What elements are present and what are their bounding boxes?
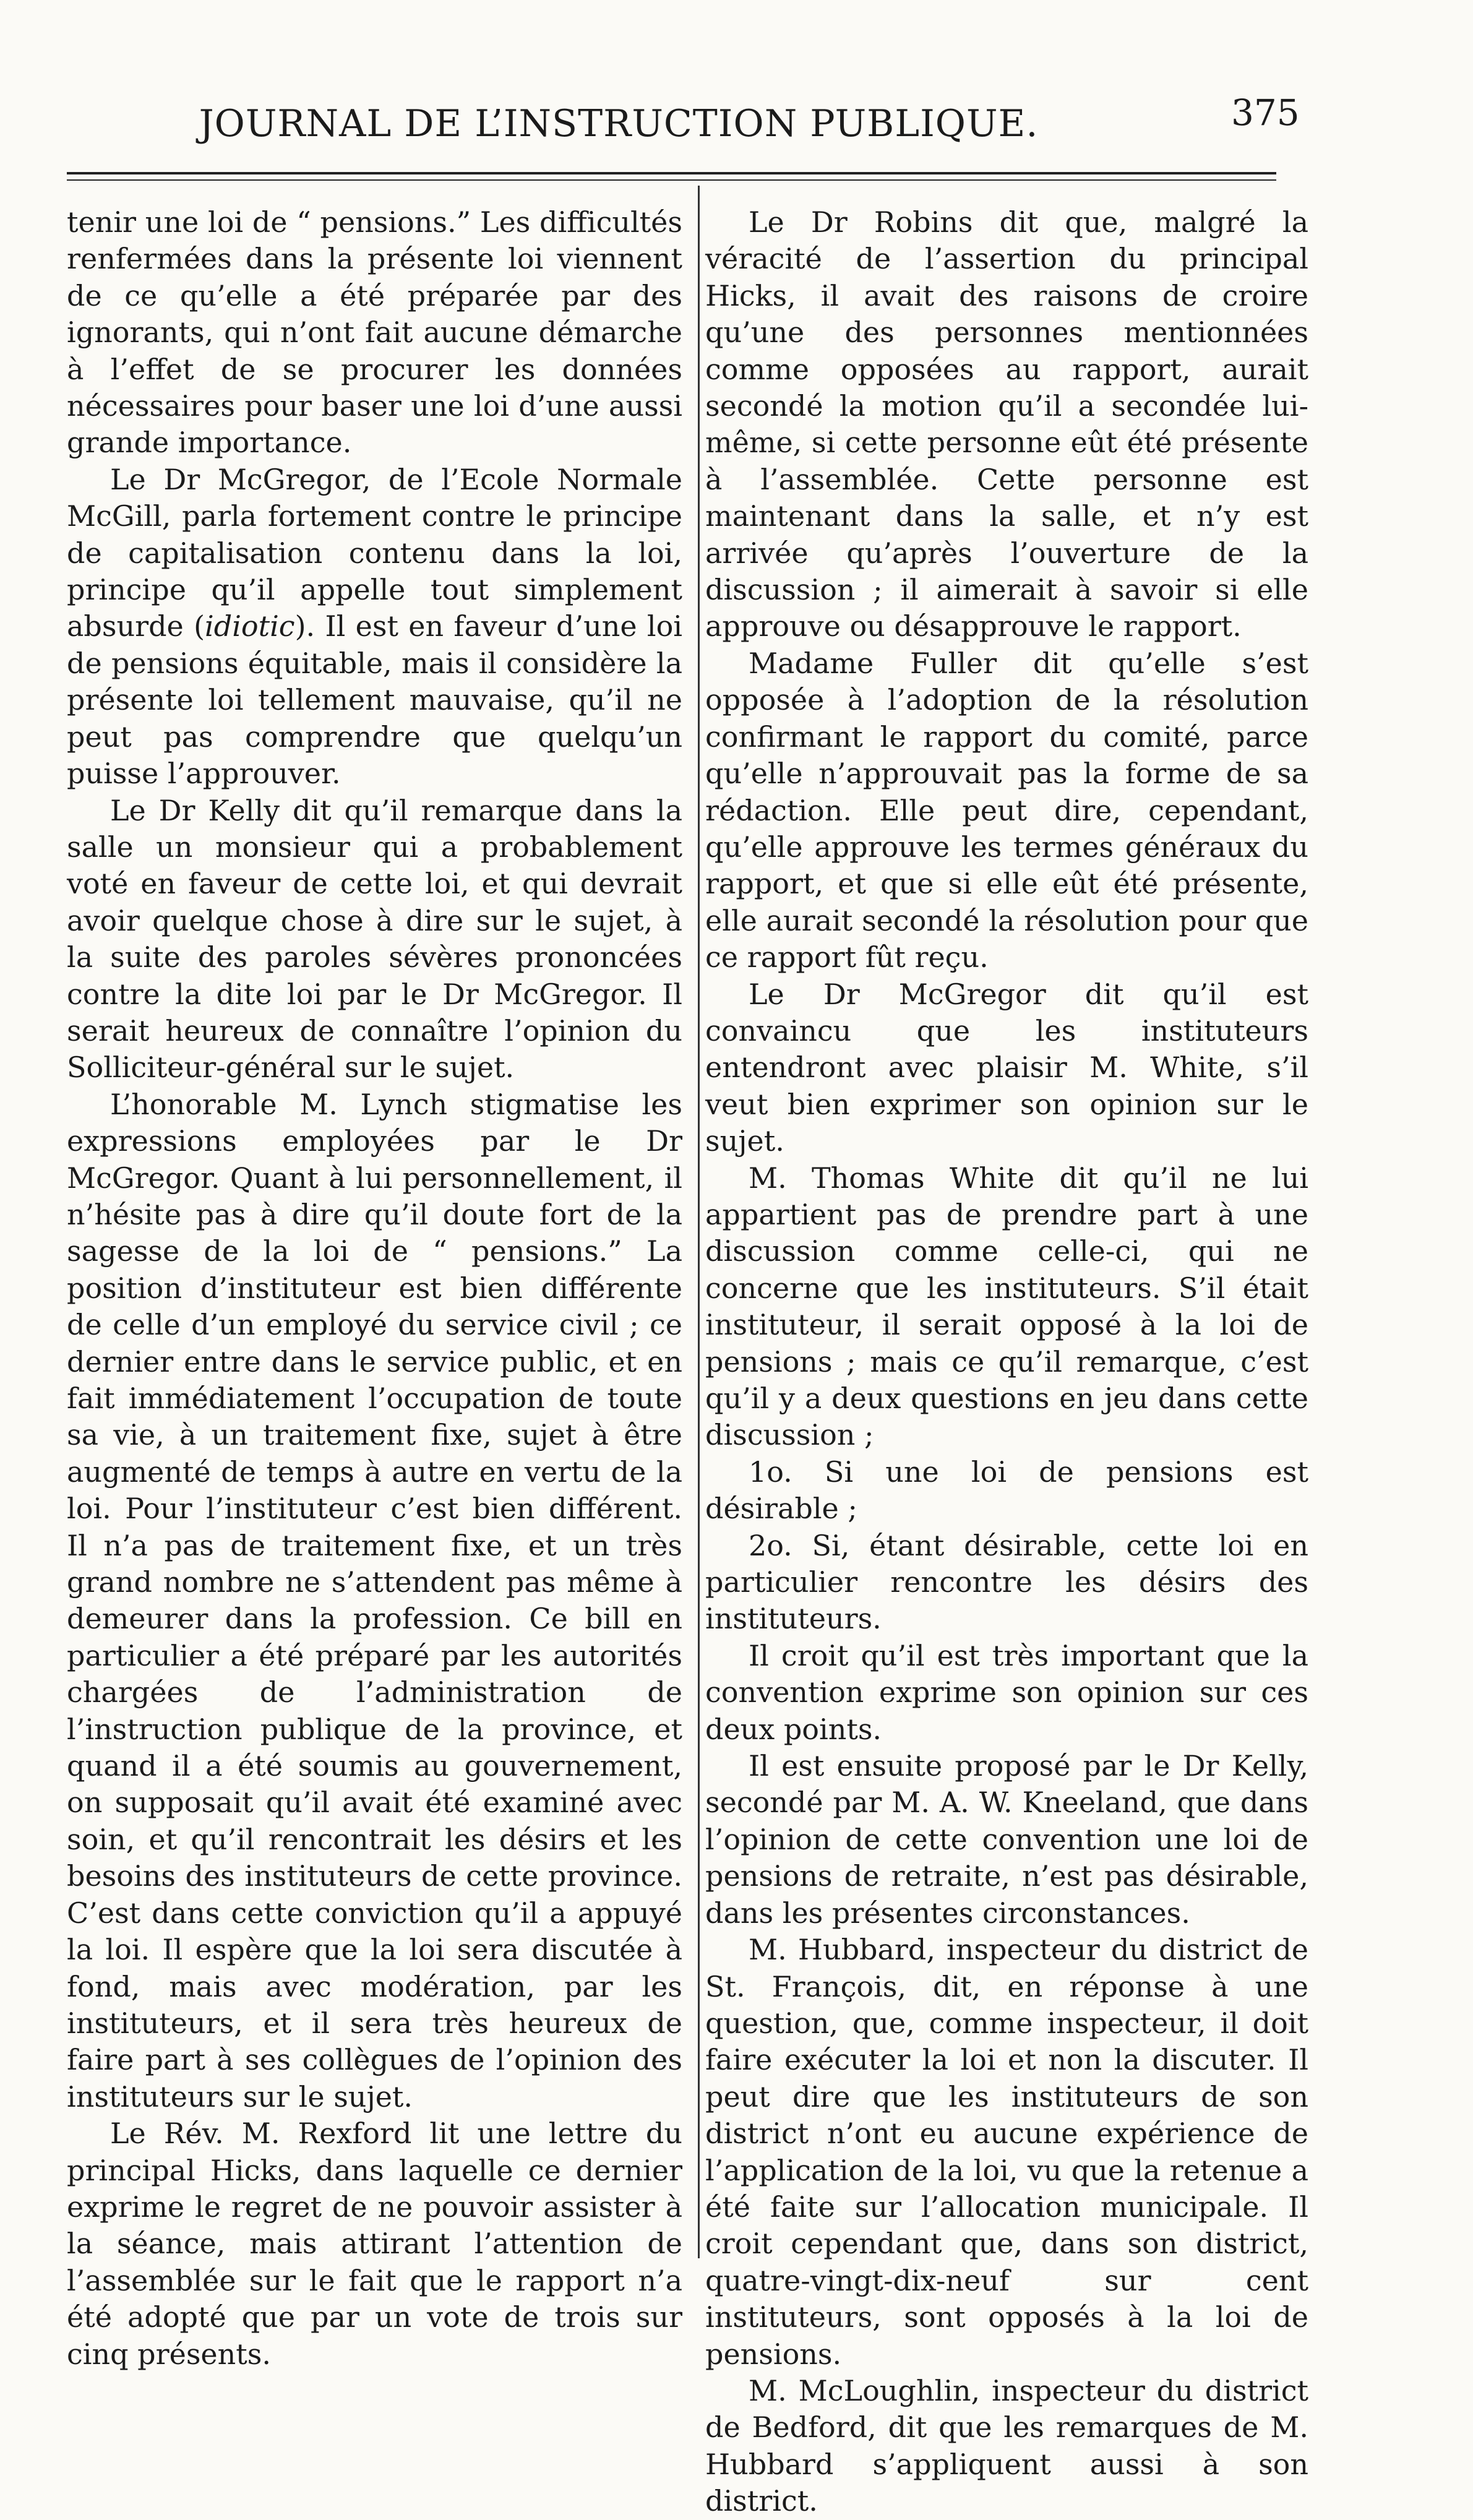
paragraph: L’honorable M. Lynch stigmatise les expressions employées par le Dr McGregor. Quant à lui personnellement, il n’hésite pas à dire qu’il doute fort de la sagesse de la loi de “ pensions.” La position d’instituteur est bien différente de celle d’un employé du service civil ; ce dernier entre dans le service public, et en fait immédiatement l’occupation de toute sa vie, à un traitement fixe, sujet à être augmenté de temps à autre en vertu de la loi. Pour l’instituteur c’est bien différent. Il n’a pas de traitement fixe, et un très grand nombre ne s’attendent pas même à demeurer dans la profession. Ce bill en particulier a été préparé par les autorités chargées de l’administration de l’instruction publique de la province, et quand il a été soumis au gouvernement, on supposait qu’il avait été examiné avec soin, et qu’il rencontrait les désirs et les besoins des instituteurs de cette province. C’est dans cette conviction qu’il a appuyé la loi. Il espère que la loi sera discutée à fond, mais avec modération, par les instituteurs, et il sera très heureux de faire part à ses collègues de l’opinion des instituteurs sur le sujet.	[67, 1087, 682, 2114]
paragraph: Le Dr Kelly dit qu’il remarque dans la salle un monsieur qui a probablement voté en faveur de cette loi, et qui devrait avoir quelque chose à dire sur le sujet, à la suite des paroles sévères prononcées contre la dite loi par le Dr McGregor. Il serait heureux de connaître l’opinion du Solliciteur-général sur le sujet.	[67, 793, 682, 1085]
paragraph: Le Rév. M. Rexford lit une lettre du principal Hicks, dans laquelle ce dernier exprime le regret de ne pouvoir assister à la séance, mais attirant l’attention de l’assemblée sur le fait que le rapport n’a été adopté que par un vote de trois sur cinq présents.	[67, 2117, 682, 2371]
paragraph: Le Dr Robins dit que, malgré la véracité de l’assertion du principal Hicks, il avait des raisons de croire qu’une des personnes mentionnées comme opposées au rapport, aurait secondé la motion qu’il a secondée lui-même, si cette personne eût été présente à l’assemblée. Cette personne est maintenant dans la salle, et n’y est arrivée qu’après l’ouverture de la discussion ; il aimerait à savoir si elle approuve ou désapprouve le rapport.	[705, 205, 1308, 643]
paragraph: Madame Fuller dit qu’elle s’est opposée à l’adoption de la résolution confirmant le rapport du comité, parce qu’elle n’approuvait pas la forme de sa rédaction. Elle peut dire, cependant, qu’elle approuve les termes généraux du rapport, et que si elle eût été présente, elle aurait secondé la résolution pour que ce rapport fût reçu.	[705, 646, 1308, 974]
left-column	[67, 204, 682, 2373]
paragraph: Il croit qu’il est très important que la convention exprime son opinion sur ces deux points.	[705, 1638, 1308, 1746]
paragraph: M. Hubbard, inspecteur du district de St. François, dit, en réponse à une question, que, comme inspecteur, il doit faire exécuter la loi et non la discuter. Il peut dire que les instituteurs de son district n’ont eu aucune expérience de l’application de la loi, vu que la retenue a été faite sur l’allocation municipale. Il croit cependant que, dans son district, quatre-vingt-dix-neuf sur cent instituteurs, sont opposés à la loi de pensions.	[705, 1933, 1308, 2371]
paragraph: M. Thomas White dit qu’il ne lui appartient pas de prendre part à une discussion comme celle-ci, qui ne concerne que les instituteurs. S’il était instituteur, il serait opposé à la loi de pensions ; mais ce qu’il remarque, c’est qu’il y a deux questions en jeu dans cette discussion ;	[705, 1161, 1308, 1452]
right-column	[705, 204, 1308, 2520]
italic-word: idiotic	[205, 609, 295, 643]
paragraph: M. McLoughlin, inspecteur du district de Bedford, dit que les remarques de M. Hubbard s’appliquent aussi à son district.	[705, 2373, 1308, 2518]
header-rule-thick	[67, 172, 1276, 174]
paragraph: 2o. Si, étant désirable, cette loi en particulier rencontre les désirs des instituteurs.	[705, 1528, 1308, 1636]
paragraph: tenir une loi de “ pensions.” Les difficultés renfermées dans la présente loi viennent de ce qu’elle a été préparée par des ignorants, qui n’ont fait aucune démarche à l’effet de se procurer les données nécessaires pour baser une loi d’une aussi grande importance.	[67, 205, 682, 460]
journal-title: JOURNAL DE L’INSTRUCTION PUBLIQUE.	[199, 102, 1039, 145]
paragraph: Le Dr McGregor dit qu’il est convaincu que les instituteurs entendront avec plaisir M. White, s’il veut bien exprimer son opinion sur le sujet.	[705, 977, 1308, 1158]
paragraph: Le Dr McGregor, de l’Ecole Normale McGill, parla fortement contre le principe de capitalisation contenu dans la loi, principe qu’il appelle tout simplement absurde (idiotic). Il est en faveur d’une loi de pensions équitable, mais il considère la présente loi tellement mauvaise, qu’il ne peut pas comprendre que quelqu’un puisse l’approuver.	[67, 462, 682, 791]
header-rule-thin	[67, 179, 1276, 181]
paragraph: Il est ensuite proposé par le Dr Kelly, secondé par M. A. W. Kneeland, que dans l’opinion de cette convention une loi de pensions de retraite, n’est pas désirable, dans les présentes circonstances.	[705, 1749, 1308, 1930]
paragraph: 1o. Si une loi de pensions est désirable ;	[705, 1455, 1308, 1526]
column-divider	[698, 186, 700, 2258]
page-number: 375	[1231, 92, 1300, 134]
